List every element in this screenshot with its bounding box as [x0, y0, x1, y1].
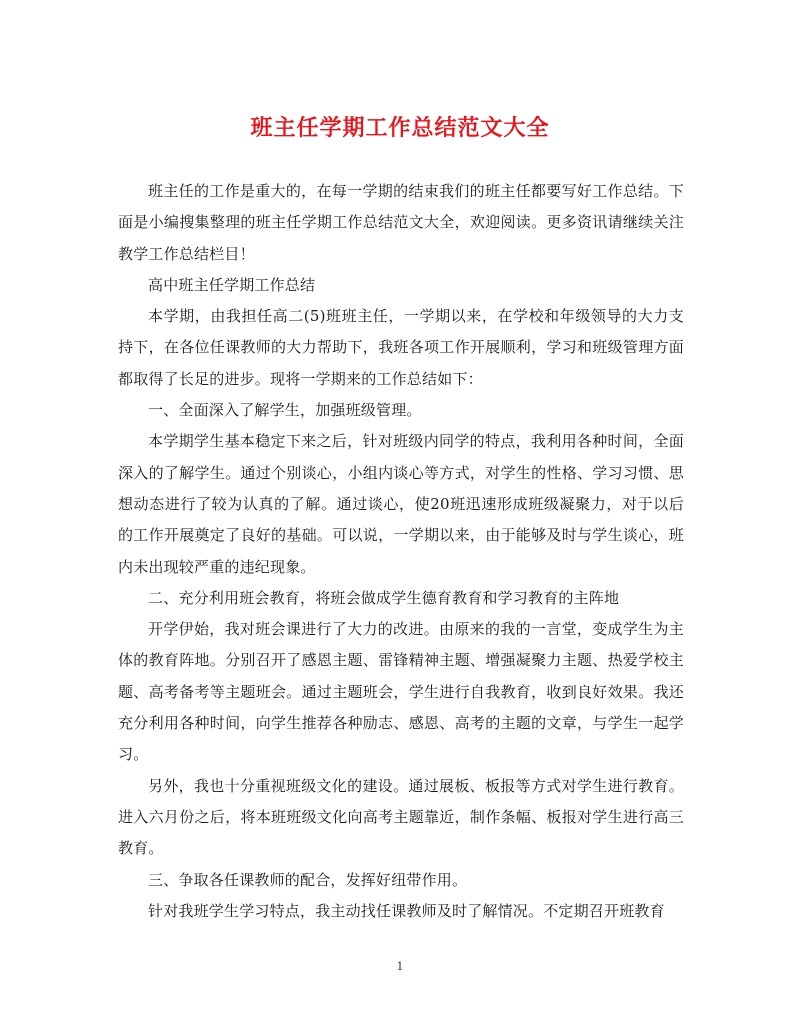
- paragraph-section-2b: 另外，我也十分重视班级文化的建设。通过展板、板报等方式对学生进行教育。进入六月份之后，将本班班级文化向高考主题靠近，制作条幅、板报对学生进行高三教育。: [118, 776, 684, 858]
- page-number: 1: [396, 960, 404, 973]
- section-heading-2: 二、充分利用班会教育，将班会做成学生德育教育和学习教育的主阵地: [148, 588, 620, 607]
- paragraph-opening: 本学期，由我担任高二(5)班班主任，一学期以来，在学校和年级领导的大力支持下，在各位任课教师的大力帮助下，我班各项工作开展顺利，学习和班级管理方面都取得了长足的进步。现将一学期来的工作总结如下：: [118, 307, 684, 388]
- paragraph-section-2a: 开学伊始，我对班会课进行了大力的改进。由原来的我的一言堂，变成学生为主体的教育阵地。分别召开了感恩主题、雷锋精神主题、增强凝聚力主题、热爱学校主题、高考备考等主题班会。通过主题班会，学生进行自我教育，收到良好效果。我还充分利用各种时间，向学生推荐各种励志、感恩、高考的主题的文章，与学生一起学习。: [118, 620, 684, 764]
- paragraph-section-1: 本学期学生基本稳定下来之后，针对班级内同学的特点，我利用各种时间，全面深入的了解学生。通过个别谈心，小组内谈心等方式，对学生的性格、学习习惯、思想动态进行了较为认真的了解。通过谈心，使20班迅速形成班级凝聚力，对于以后的工作开展奠定了良好的基础。可以说，一学期以来，由于能够及时与学生谈心，班内未出现较严重的违纪现象。: [118, 432, 684, 576]
- document-body: [118, 176, 684, 927]
- document-title: 班主任学期工作总结范文大全: [250, 115, 550, 141]
- paragraph-section-3: 针对我班学生学习特点，我主动找任课教师及时了解情况。不定期召开班教育: [148, 901, 665, 920]
- paragraph-intro: 班主任的工作是重大的，在每一学期的结束我们的班主任都要写好工作总结。下面是小编搜集整理的班主任学期工作总结范文大全，欢迎阅读。更多资讯请继续关注教学工作总结栏目！: [118, 182, 684, 263]
- section-heading-3: 三、争取各任课教师的配合，发挥好纽带作用。: [148, 870, 468, 889]
- section-heading-1: 一、全面深入了解学生，加强班级管理。: [148, 401, 422, 420]
- paragraph-subtitle: 高中班主任学期工作总结: [148, 275, 316, 294]
